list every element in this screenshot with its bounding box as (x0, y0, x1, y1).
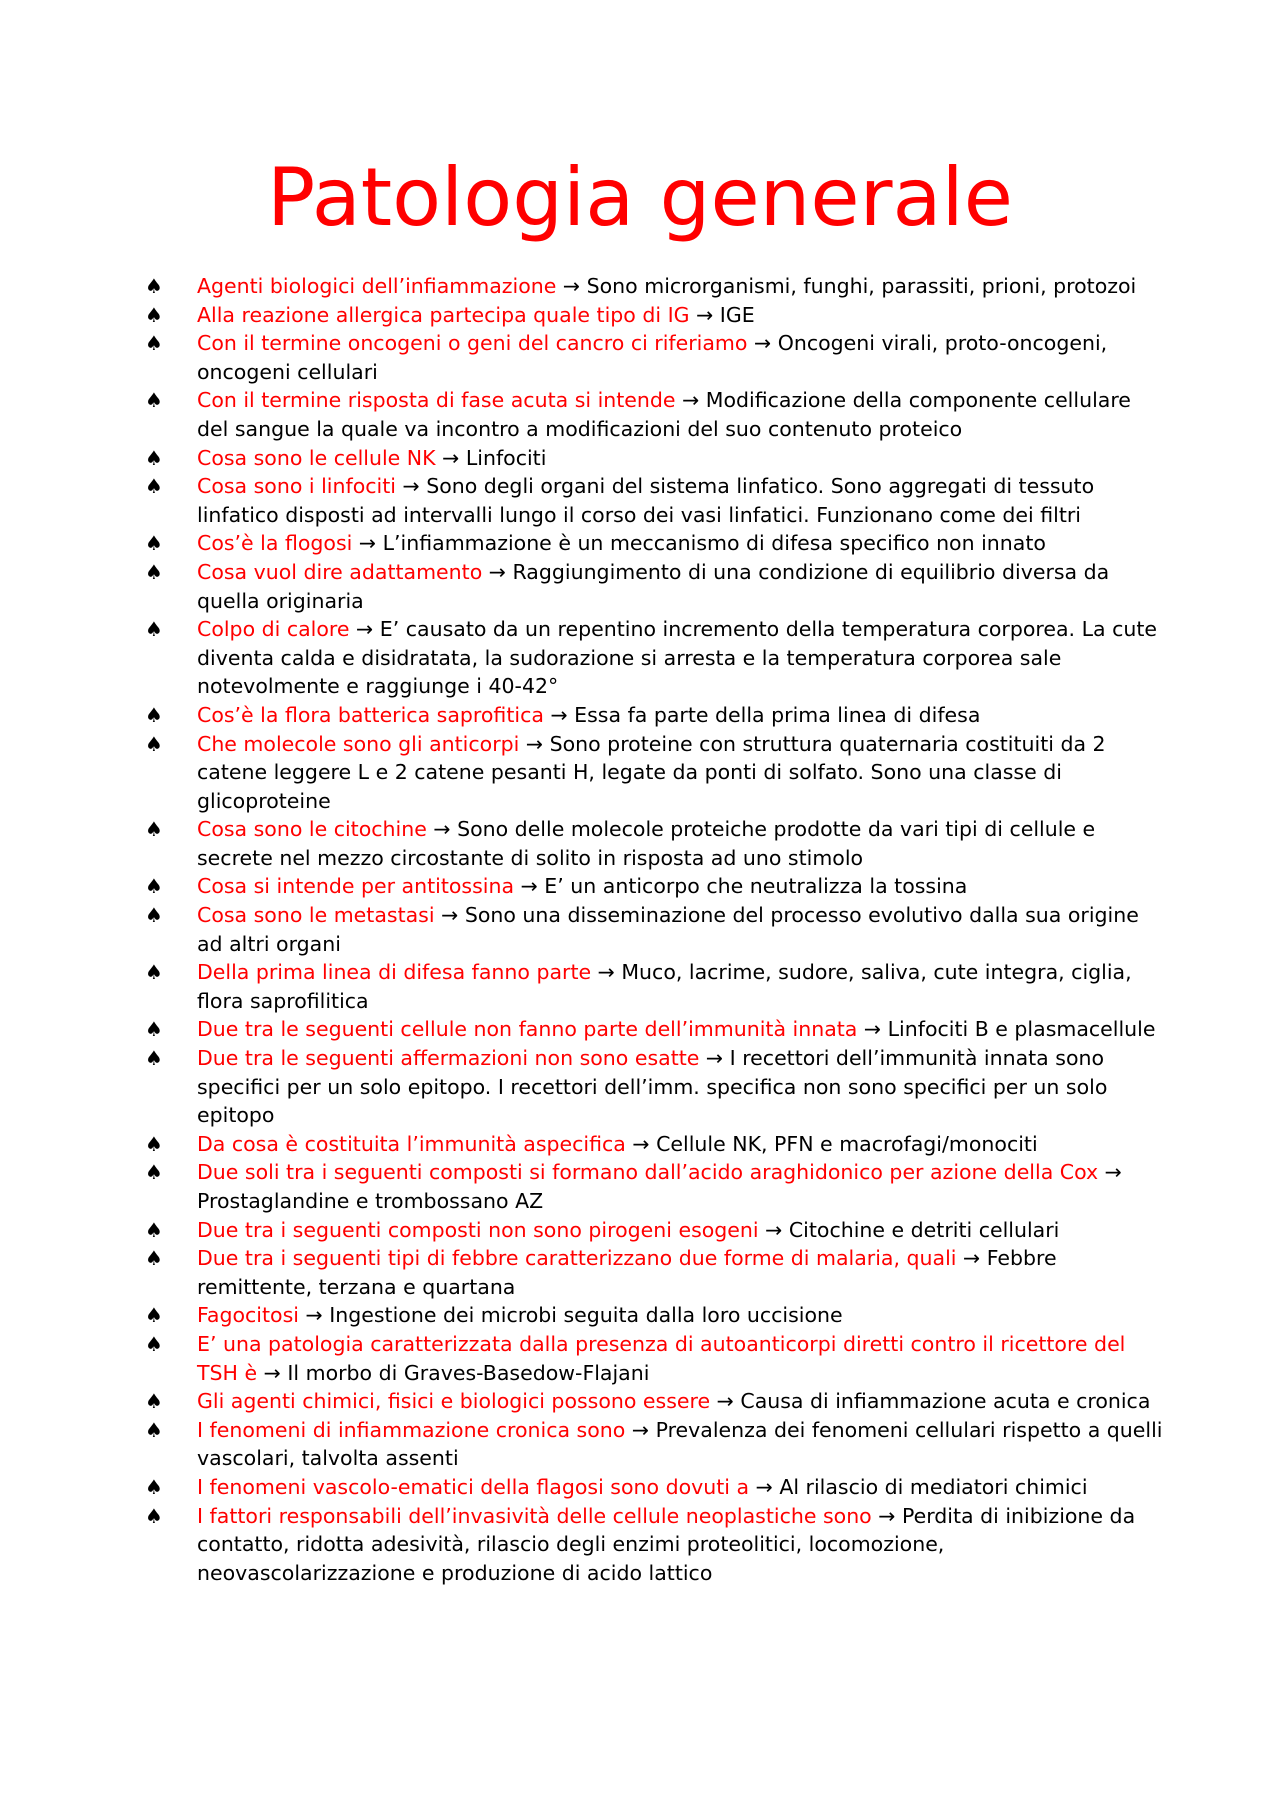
answer-text: Il morbo di Graves-Basedow-Flajani (287, 1360, 650, 1385)
spade-icon: ♠ (145, 817, 163, 842)
list-item (145, 1216, 1165, 1245)
spade-icon: ♠ (145, 531, 163, 556)
answer-text: Causa di infiammazione acuta e cronica (740, 1389, 1151, 1414)
answer-text: Prostaglandine e trombossano AZ (197, 1189, 544, 1213)
answer-text: Cellule NK, PFN e macrofagi/monociti (656, 1131, 1038, 1156)
arrow-icon: → (562, 274, 581, 298)
spade-icon: ♠ (145, 617, 163, 642)
arrow-icon: → (863, 1017, 882, 1042)
answer-text: Febbre remittente, terzana e quartana (197, 1246, 1057, 1299)
arrow-icon: → (433, 817, 451, 842)
question-text: Cosa vuol dire adattamento (197, 559, 483, 584)
list-item (145, 901, 1165, 958)
arrow-icon: → (753, 331, 772, 356)
list-item (145, 615, 1165, 701)
answer-text: IGE (719, 302, 755, 327)
list-item (145, 1244, 1165, 1301)
spade-icon: ♠ (145, 731, 163, 756)
spade-icon: ♠ (145, 559, 163, 584)
list-item (145, 701, 1165, 730)
answer-text: I recettori dell’immunità innata sono specifici per un solo epitopo. I recettori dell’imm. specifica non sono specifici per un solo epitopo (197, 1046, 1108, 1128)
answer-text: Muco, lacrime, sudore, saliva, cute integra, ciglia, flora saprofilitica (197, 960, 1132, 1013)
spade-icon: ♠ (145, 903, 163, 928)
list-item (145, 1130, 1165, 1159)
list-item (145, 1330, 1165, 1387)
spade-icon: ♠ (145, 1417, 163, 1442)
arrow-icon: → (520, 874, 538, 899)
question-answer-list (145, 272, 1165, 1587)
question-text: Alla reazione allergica partecipa quale tipo di IG (197, 302, 690, 327)
question-text: Cosa sono i linfociti (197, 474, 396, 499)
list-item (145, 472, 1165, 529)
spade-icon: ♠ (145, 960, 163, 985)
arrow-icon: → (1104, 1160, 1122, 1185)
spade-icon: ♠ (145, 874, 163, 899)
spade-icon: ♠ (145, 1503, 163, 1528)
answer-text: Essa fa parte della prima linea di difesa (574, 702, 981, 727)
spade-icon: ♠ (145, 388, 163, 413)
question-text: Con il termine oncogeni o geni del cancro ci riferiamo (197, 331, 748, 356)
question-text: Fagocitosi (197, 1303, 299, 1328)
list-item (145, 444, 1165, 473)
list-item (145, 730, 1165, 816)
spade-icon: ♠ (145, 445, 163, 470)
answer-text: E’ un anticorpo che neutralizza la tossina (544, 874, 968, 899)
spade-icon: ♠ (145, 1389, 163, 1414)
answer-text: Sono delle molecole proteiche prodotte da vari tipi di cellule e secrete nel mezzo circostante di solito in risposta ad uno stimolo (197, 817, 1096, 870)
list-item (145, 329, 1165, 386)
spade-icon: ♠ (145, 1331, 163, 1356)
arrow-icon: → (358, 531, 377, 556)
arrow-icon: → (597, 960, 615, 985)
answer-text: E’ causato da un repentino incremento della temperatura corporea. La cute diventa calda e disidratata, la sudorazione si arresta e la temperatura corporea sale notevolmente e raggiunge i 40-42° (197, 617, 1157, 699)
arrow-icon: → (765, 1217, 783, 1242)
list-item (145, 1301, 1165, 1330)
question-text: Due tra le seguenti cellule non fanno parte dell’immunità innata (197, 1017, 858, 1042)
spade-icon: ♠ (145, 1474, 163, 1499)
question-text: Agenti biologici dell’infiammazione (197, 274, 557, 298)
arrow-icon: → (755, 1474, 773, 1499)
question-text: Che molecole sono gli anticorpi (197, 731, 520, 756)
arrow-icon: → (488, 559, 506, 584)
arrow-icon: → (696, 302, 714, 327)
arrow-icon: → (442, 445, 460, 470)
list-item (145, 1387, 1165, 1416)
spade-icon: ♠ (145, 274, 163, 298)
list-item (145, 1473, 1165, 1502)
question-text: Due tra le seguenti affermazioni non sono esatte (197, 1046, 700, 1071)
question-text: Gli agenti chimici, fisici e biologici possono essere (197, 1389, 711, 1414)
arrow-icon: → (402, 474, 420, 499)
arrow-icon: → (878, 1503, 896, 1528)
question-text: Due tra i seguenti composti non sono pirogeni esogeni (197, 1217, 759, 1242)
answer-text: Raggiungimento di una condizione di equilibrio diversa da quella originaria (197, 559, 1110, 613)
arrow-icon: → (632, 1131, 650, 1156)
question-text: I fenomeni di infiammazione cronica sono (197, 1417, 626, 1442)
answer-text: Modificazione della componente cellulare del sangue la quale va incontro a modificazioni del suo contenuto proteico (197, 388, 1131, 441)
answer-text: L’infiammazione è un meccanismo di difesa specifico non innato (382, 531, 1046, 556)
answer-text: Sono microrganismi, funghi, parassiti, prioni, protozoi (586, 274, 1137, 298)
arrow-icon: → (631, 1417, 650, 1442)
spade-icon: ♠ (145, 1046, 163, 1071)
arrow-icon: → (525, 731, 544, 756)
answer-text: Sono proteine con struttura quaternaria costituiti da 2 catene leggere L e 2 catene pesanti H, legate da ponti di solfato. Sono una classe di glicoproteine (197, 731, 1106, 813)
spade-icon: ♠ (145, 331, 163, 356)
list-item (145, 386, 1165, 443)
question-text: Cosa sono le citochine (197, 817, 427, 842)
arrow-icon: → (705, 1046, 724, 1071)
spade-icon: ♠ (145, 1160, 163, 1185)
answer-text: Al rilascio di mediatori chimici (779, 1474, 1088, 1499)
question-text: Cosa si intende per antitossina (197, 874, 515, 899)
arrow-icon: → (682, 388, 700, 413)
question-text: Da cosa è costituita l’immunità aspecifica (197, 1131, 626, 1156)
spade-icon: ♠ (145, 1017, 163, 1042)
arrow-icon: → (716, 1389, 734, 1414)
spade-icon: ♠ (145, 1217, 163, 1242)
question-text: Cosa sono le metastasi (197, 903, 435, 928)
list-item (145, 815, 1165, 872)
answer-text: Citochine e detriti cellulari (788, 1217, 1060, 1242)
question-text: Cos’è la flora batterica saprofitica (197, 702, 544, 727)
list-item (145, 1015, 1165, 1044)
arrow-icon: → (263, 1360, 281, 1385)
list-item (145, 1158, 1165, 1215)
list-item (145, 872, 1165, 901)
arrow-icon: → (963, 1246, 981, 1271)
answer-text: Prevalenza dei fenomeni cellulari rispetto a quelli vascolari, talvolta assenti (197, 1417, 1163, 1471)
spade-icon: ♠ (145, 1246, 163, 1271)
list-item (145, 1416, 1165, 1473)
list-item (145, 558, 1165, 615)
question-text: E’ una patologia caratterizzata dalla presenza di autoanticorpi diretti contro il ricettore del TSH è (197, 1331, 1126, 1385)
arrow-icon: → (550, 702, 568, 727)
answer-text: Linfociti (465, 445, 547, 470)
answer-text: Ingestione dei microbi seguita dalla loro uccisione (329, 1303, 843, 1328)
answer-text: Perdita di inibizione da contatto, ridotta adesività, rilascio degli enzimi proteolitici, locomozione, neovascolarizzazione e produzione di acido lattico (197, 1503, 1136, 1585)
list-item (145, 958, 1165, 1015)
question-text: Della prima linea di difesa fanno parte (197, 960, 592, 985)
list-item (145, 272, 1165, 301)
question-text: Due tra i seguenti tipi di febbre caratterizzano due forme di malaria, quali (197, 1246, 957, 1271)
page-title: Patologia generale (267, 151, 1013, 244)
spade-icon: ♠ (145, 1131, 163, 1156)
answer-text: Oncogeni virali, proto-oncogeni, oncogeni cellulari (197, 331, 1108, 384)
question-text: Colpo di calore (197, 617, 350, 642)
question-text: Due soli tra i seguenti composti si formano dall’acido araghidonico per azione della Cox (197, 1160, 1099, 1185)
question-text: I fattori responsabili dell’invasività delle cellule neoplastiche sono (197, 1503, 872, 1528)
arrow-icon: → (441, 903, 459, 928)
list-item (145, 1502, 1165, 1588)
list-item (145, 301, 1165, 330)
spade-icon: ♠ (145, 1303, 163, 1328)
spade-icon: ♠ (145, 474, 163, 499)
arrow-icon: → (356, 617, 374, 642)
spade-icon: ♠ (145, 302, 163, 327)
answer-text: Sono una disseminazione del processo evolutivo dalla sua origine ad altri organi (197, 903, 1139, 956)
answer-text: Sono degli organi del sistema linfatico. Sono aggregati di tessuto linfatico disposti ad intervalli lungo il corso dei vasi linfatici. Funzionano come dei filtri (197, 474, 1095, 527)
answer-text: Linfociti B e plasmacellule (887, 1017, 1156, 1042)
question-text: Cos’è la flogosi (197, 531, 353, 556)
spade-icon: ♠ (145, 702, 163, 727)
question-text: I fenomeni vascolo-ematici della flagosi sono dovuti a (197, 1474, 750, 1499)
question-text: Con il termine risposta di fase acuta si intende (197, 388, 676, 413)
question-text: Cosa sono le cellule NK (197, 445, 436, 470)
list-item (145, 529, 1165, 558)
list-item (145, 1044, 1165, 1130)
arrow-icon: → (305, 1303, 323, 1328)
